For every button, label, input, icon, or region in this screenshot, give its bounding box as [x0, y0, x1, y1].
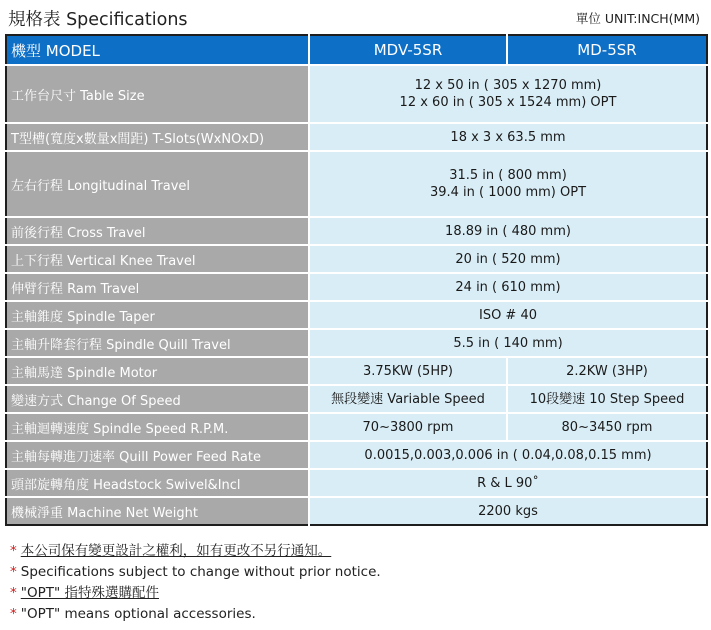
table-row	[6, 357, 707, 385]
value-t-slots: 18 x 3 x 63.5 mm	[309, 123, 707, 151]
row-label-net-weight: 機械淨重 Machine Net Weight	[6, 497, 309, 525]
footnote	[10, 562, 700, 583]
row-label-table-size: 工作台尺寸 Table Size	[6, 65, 309, 123]
row-label-t-slots: T型槽(寬度x數量x間距) T-Slots(WxNOxD)	[6, 123, 309, 151]
table-row	[6, 301, 707, 329]
value-change-of-speed-md: 10段變速 10 Step Speed	[507, 385, 707, 413]
value-net-weight: 2200 kgs	[309, 497, 707, 525]
value-spindle-motor-mdv: 3.75KW (5HP)	[309, 357, 507, 385]
table-row	[6, 441, 707, 469]
value-spindle-speed-md: 80~3450 rpm	[507, 413, 707, 441]
model-mdv-5sr-header: MDV-5SR	[309, 35, 507, 65]
model-header: 機型 MODEL	[6, 35, 309, 65]
asterisk: *	[10, 564, 17, 580]
value-line: 12 x 50 in ( 305 x 1270 mm)	[414, 78, 602, 93]
value-line: 12 x 60 in ( 305 x 1524 mm) OPT	[399, 95, 617, 110]
footnote	[10, 541, 700, 562]
row-label-spindle-quill-travel: 主軸升降套行程 Spindle Quill Travel	[6, 329, 309, 357]
row-label-cross-travel: 前後行程 Cross Travel	[6, 217, 309, 245]
asterisk: *	[10, 606, 17, 622]
row-label-ram-travel: 伸臂行程 Ram Travel	[6, 273, 309, 301]
value-cross-travel: 18.89 in ( 480 mm)	[309, 217, 707, 245]
footnote-text: "OPT" 指特殊選購配件	[20, 585, 159, 601]
footnote	[10, 583, 700, 604]
footnote-text: 本公司保有變更設計之權利，如有更改不另行通知。	[20, 543, 332, 559]
value-longitudinal-travel	[309, 151, 707, 217]
table-row	[6, 469, 707, 497]
value-change-of-speed-mdv: 無段變速 Variable Speed	[309, 385, 507, 413]
asterisk: *	[10, 585, 17, 601]
table-row	[6, 151, 707, 217]
table-header-row	[6, 35, 707, 65]
row-label-spindle-speed: 主軸迴轉速度 Spindle Speed R.P.M.	[6, 413, 309, 441]
value-vertical-knee-travel: 20 in ( 520 mm)	[309, 245, 707, 273]
value-headstock-swivel: R & L 90˚	[309, 469, 707, 497]
table-row	[6, 273, 707, 301]
value-spindle-speed-mdv: 70~3800 rpm	[309, 413, 507, 441]
row-label-longitudinal-travel: 左右行程 Longitudinal Travel	[6, 151, 309, 217]
table-row	[6, 329, 707, 357]
footnote-text: "OPT" means optional accessories.	[20, 606, 256, 622]
row-label-vertical-knee-travel: 上下行程 Vertical Knee Travel	[6, 245, 309, 273]
page-header	[8, 4, 704, 30]
table-row	[6, 123, 707, 151]
table-row	[6, 217, 707, 245]
row-label-spindle-motor: 主軸馬達 Spindle Motor	[6, 357, 309, 385]
value-spindle-taper: ISO # 40	[309, 301, 707, 329]
value-ram-travel: 24 in ( 610 mm)	[309, 273, 707, 301]
table-row	[6, 65, 707, 123]
footnote-text: Specifications subject to change without prior notice.	[20, 564, 381, 580]
row-label-quill-feed-rate: 主軸每轉進刀速率 Quill Power Feed Rate	[6, 441, 309, 469]
table-row	[6, 245, 707, 273]
value-table-size	[309, 65, 707, 123]
value-spindle-quill-travel: 5.5 in ( 140 mm)	[309, 329, 707, 357]
footnotes	[10, 541, 700, 625]
table-row	[6, 413, 707, 441]
page-title: 規格表 Specifications	[8, 10, 188, 30]
table-row	[6, 497, 707, 525]
value-quill-feed-rate: 0.0015,0.003,0.006 in ( 0.04,0.08,0.15 mm)	[309, 441, 707, 469]
specifications-table	[5, 34, 708, 526]
model-md-5sr-header: MD-5SR	[507, 35, 707, 65]
row-label-headstock-swivel: 頭部旋轉角度 Headstock Swivel&Incl	[6, 469, 309, 497]
value-line: 31.5 in ( 800 mm)	[449, 168, 567, 183]
unit-label: 單位 UNIT:INCH(MM)	[575, 11, 700, 26]
row-label-change-of-speed: 變速方式 Change Of Speed	[6, 385, 309, 413]
footnote	[10, 604, 700, 625]
row-label-spindle-taper: 主軸錐度 Spindle Taper	[6, 301, 309, 329]
table-row	[6, 385, 707, 413]
value-spindle-motor-md: 2.2KW (3HP)	[507, 357, 707, 385]
asterisk: *	[10, 543, 17, 559]
value-line: 39.4 in ( 1000 mm) OPT	[429, 185, 587, 200]
